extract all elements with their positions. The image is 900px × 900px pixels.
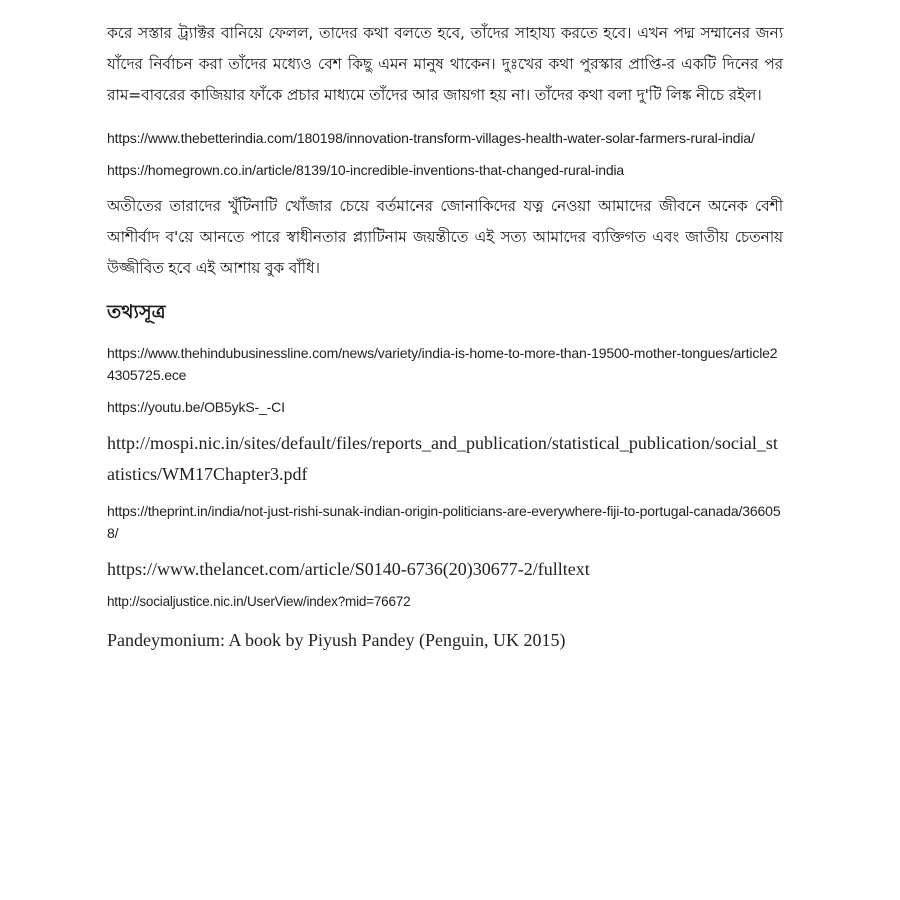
source-link-theprint[interactable]: https://theprint.in/india/not-just-rishi-sunak-indian-origin-politicians-are-everywhere-fiji-to-portugal-canada/366058/ xyxy=(107,503,781,541)
body-paragraph-1: করে সস্তার ট্র্যাক্টর বানিয়ে ফেলল, তাদের কথা বলতে হবে, তাঁদের সাহায্য করতে হবে। এখন পদ্ম সম্মানের জন্য যাঁদের নির্বাচন করা তাঁদের মধ্যেও বেশ কিছু এমন মানুষ থাকেন। দুঃখের কথা পুরস্কার প্রাপ্তি-র একটি দিনের পর রাম=বাবরের কাজিয়ার ফাঁকে প্রচার মাধ্যমে তাঁদের আর জায়গা হয় না। তাঁদের কথা বলা দু'টি লিঙ্ক নীচে রইল। xyxy=(107,24,783,104)
body-paragraph-2: অতীতের তারাদের খুঁটিনাটি খোঁজার চেয়ে বর্তমানের জোনাকিদের যত্ন নেওয়া আমাদের জীবনে অনেক বেশী আশীর্বাদ ব'য়ে আনতে পারে স্বাধীনতার প্ল্যাটিনাম জয়ন্তীতে এই সত্য আমাদের ব্যক্তিগত এবং জাতীয় চেতনায় উজ্জীবিত হবে এই আশায় বুক বাঁধি। xyxy=(107,197,783,277)
source-link-socialjustice[interactable]: http://socialjustice.nic.in/UserView/index?mid=76672 xyxy=(107,594,411,609)
reference-link-homegrown[interactable]: https://homegrown.co.in/article/8139/10-incredible-inventions-that-changed-rural-india xyxy=(107,162,625,178)
sources-heading: তথ্যসূত্র xyxy=(107,301,166,323)
source-link-mospi[interactable]: http://mospi.nic.in/sites/default/files/reports_and_publication/statistical_publication/social_statistics/WM17Chapter3.pdf xyxy=(107,433,778,484)
document-page xyxy=(107,18,783,656)
source-link-lancet[interactable]: https://www.thelancet.com/article/S0140-6736(20)30677-2/fulltext xyxy=(107,559,590,579)
source-link-hindubusinessline[interactable]: https://www.thehindubusinessline.com/news/variety/india-is-home-to-more-than-19500-mother-tongues/article24305725.ece xyxy=(107,345,778,383)
source-book-pandeymonium: Pandeymonium: A book by Piyush Pandey (Penguin, UK 2015) xyxy=(107,630,566,650)
reference-link-betterindia[interactable]: https://www.thebetterindia.com/180198/innovation-transform-villages-health-water-solar-farmers-rural-india/ xyxy=(107,130,755,146)
source-link-youtube[interactable]: https://youtu.be/OB5ykS-_-CI xyxy=(107,399,285,415)
